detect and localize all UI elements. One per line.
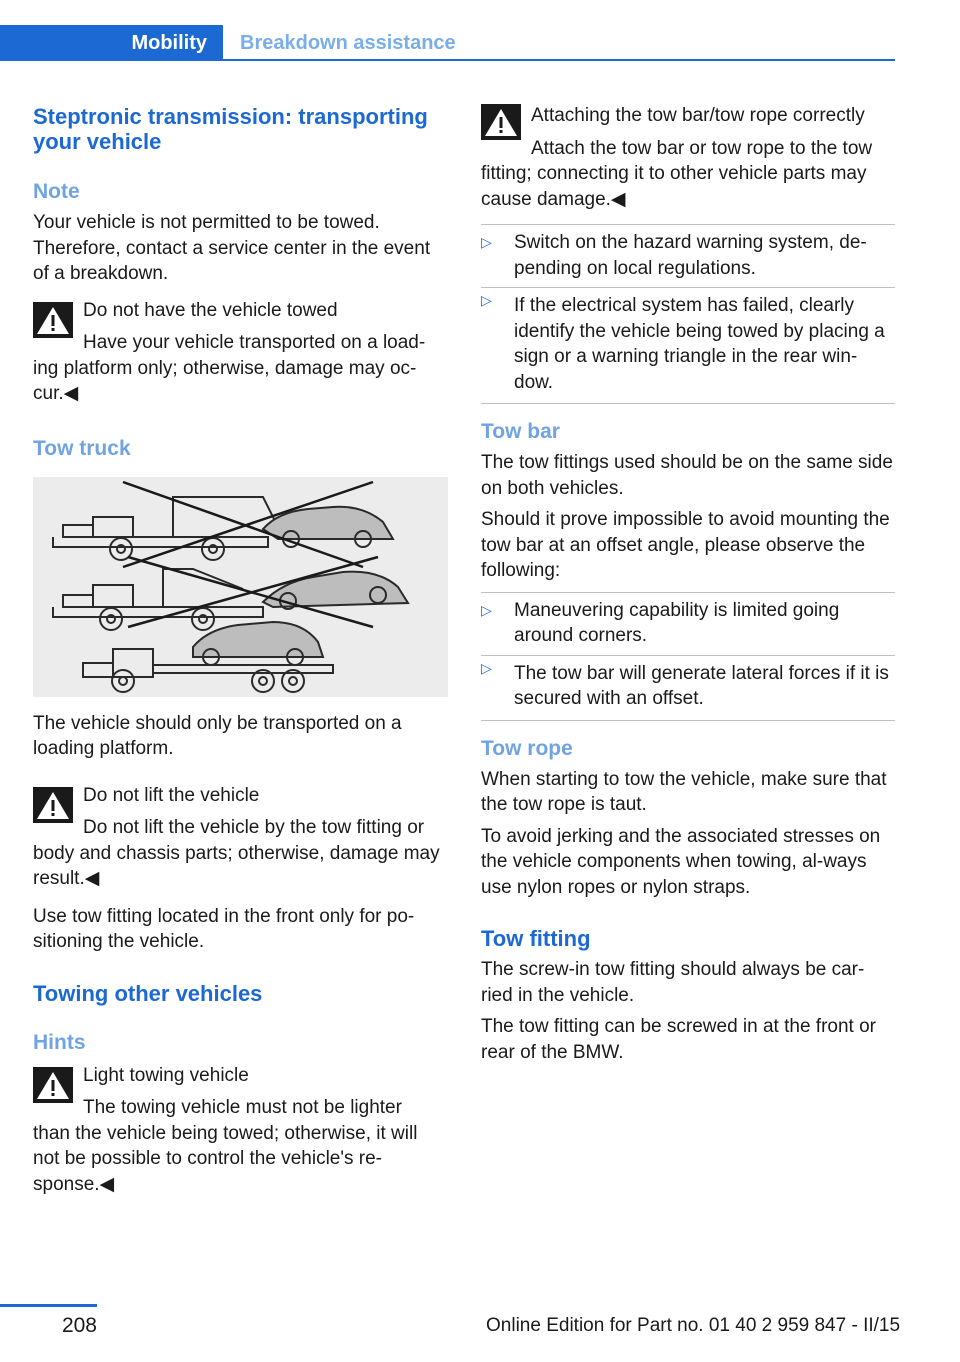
warning-title: Do not have the vehicle towed bbox=[83, 299, 338, 321]
right-column bbox=[481, 100, 895, 1065]
towing-other-heading: Towing other vehicles bbox=[33, 980, 263, 1006]
hazard-list bbox=[481, 224, 895, 404]
tow-bar-text-1: The tow fittings used should be on the same side on both vehicles. bbox=[481, 452, 893, 499]
bullet-arrow-icon: ▷ bbox=[481, 659, 492, 676]
tow-fitting-text-1: The screw-in tow fitting should always be car-ried in the vehicle. bbox=[481, 959, 865, 1006]
bullet-arrow-icon: ▷ bbox=[481, 234, 492, 250]
warning-body-first: Do not lift the vehicle by the tow fitting or bbox=[83, 817, 425, 838]
tow-truck-figure bbox=[33, 477, 448, 697]
tow-rope-heading: Tow rope bbox=[481, 736, 573, 760]
warning-body-first: Have your vehicle transported on a load- bbox=[83, 332, 426, 353]
footer-rule bbox=[0, 1304, 97, 1307]
warning-not-lift bbox=[33, 783, 449, 892]
warning-light-towing bbox=[33, 1063, 449, 1198]
warning-triangle-icon bbox=[33, 302, 73, 338]
warning-body: than the vehicle being towed; otherwise, it will not be possible to control the vehicle's re-sponse.◀ bbox=[33, 1122, 418, 1195]
warning-body-first: The towing vehicle must not be lighter bbox=[83, 1097, 402, 1118]
warning-title: Attaching the tow bar/tow rope correctly bbox=[531, 105, 865, 126]
left-column bbox=[33, 100, 449, 1197]
steptronic-heading: Steptronic transmission: transporting your vehicle bbox=[33, 104, 428, 154]
warning-title: Light towing vehicle bbox=[83, 1064, 249, 1086]
warning-not-towed bbox=[33, 298, 449, 407]
page-header bbox=[0, 25, 895, 61]
warning-triangle-icon bbox=[481, 104, 521, 140]
warning-body: fitting; connecting it to other vehicle parts may cause damage.◀ bbox=[481, 163, 867, 210]
warning-triangle-icon bbox=[33, 1067, 73, 1103]
hints-heading: Hints bbox=[33, 1030, 86, 1054]
warning-triangle-icon bbox=[33, 787, 73, 823]
warning-title: Do not lift the vehicle bbox=[83, 784, 260, 806]
warning-attach-correctly bbox=[481, 100, 895, 212]
section-tab: Breakdown assistance bbox=[240, 32, 456, 54]
tow-bar-text-2: Should it prove impossible to avoid mounting the tow bar at an offset angle, please observe the following: bbox=[481, 509, 890, 581]
bullet-arrow-icon: ▷ bbox=[481, 601, 492, 618]
tow-fitting-heading: Tow fitting bbox=[481, 926, 591, 951]
tow-bar-list bbox=[481, 592, 895, 721]
warning-body: body and chassis parts; otherwise, damage may result.◀ bbox=[33, 842, 440, 889]
warning-body-first: Attach the tow bar or tow rope to the tow bbox=[531, 137, 873, 159]
tow-truck-heading: Tow truck bbox=[33, 436, 131, 460]
page-number: 208 bbox=[61, 1314, 97, 1337]
chapter-tab: Mobility bbox=[0, 25, 223, 61]
list-item: ▷ Switch on the hazard warning system, de-pending on local regulations. bbox=[481, 232, 867, 279]
tow-truck-illustration bbox=[33, 477, 448, 697]
tow-rope-text-1: When starting to tow the vehicle, make sure that the tow rope is taut. bbox=[481, 768, 887, 815]
note-heading: Note bbox=[33, 180, 80, 203]
bullet-arrow-icon: ▷ bbox=[481, 292, 492, 308]
edition-text: Online Edition for Part no. 01 40 2 959 847 - II/15 bbox=[486, 1315, 901, 1336]
tow-rope-text-2: To avoid jerking and the associated stresses on the vehicle components when towing, al-ways use nylon ropes or nylon straps. bbox=[481, 825, 881, 898]
warning-body: ing platform only; otherwise, damage may oc-cur.◀ bbox=[33, 357, 417, 404]
note-text: Your vehicle is not permitted to be towed. Therefore, contact a service center in the event of a breakdown. bbox=[33, 212, 431, 284]
figure-caption: The vehicle should only be transported on a loading platform. bbox=[33, 712, 402, 759]
list-item: ▷ Maneuvering capability is limited going around corners. bbox=[481, 599, 840, 646]
tow-bar-heading: Tow bar bbox=[481, 420, 560, 443]
tow-fitting-front-text: Use tow fitting located in the front only for po-sitioning the vehicle. bbox=[33, 905, 415, 952]
tow-fitting-text-2: The tow fitting can be screwed in at the front or rear of the BMW. bbox=[481, 1016, 876, 1063]
list-item: ▷ If the electrical system has failed, clearly identify the vehicle being towed by placing a sign or a warning triangle in the rear win-dow. bbox=[481, 287, 895, 395]
header-rule bbox=[223, 59, 895, 61]
list-item: ▷ The tow bar will generate lateral forces if it is secured with an offset. bbox=[481, 655, 895, 712]
